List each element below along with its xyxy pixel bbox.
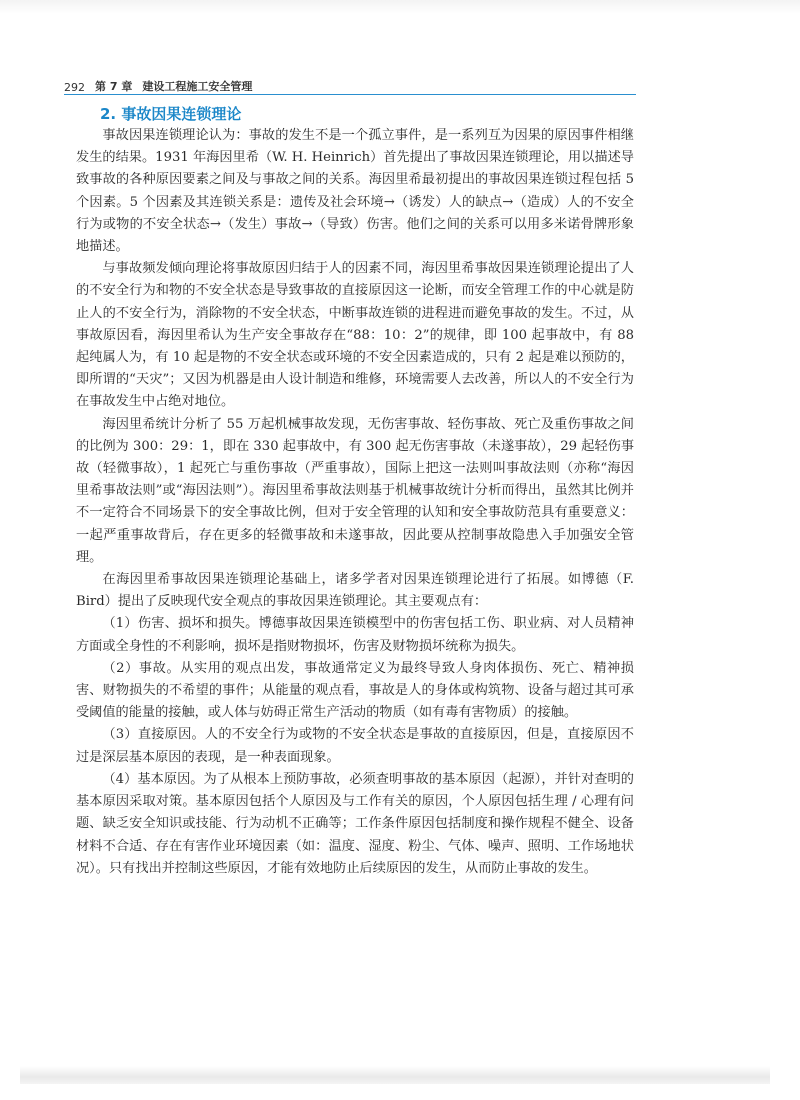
paragraph: （3）直接原因。人的不安全行为或物的不安全状态是事故的直接原因，但是，直接原因不过是深层基本原因的表现，是一种表面现象。 <box>76 727 634 765</box>
page-number: 292 <box>64 81 85 94</box>
paragraph: （4）基本原因。为了从根本上预防事故，必须查明事故的基本原因（起源），并针对查明的基本原因采取对策。基本原因包括个人原因及与工作有关的原因，个人原因包括生理 / 心理有问题、缺乏安全知识或技能、行为动机不正确等；工作条件原因包括制度和操作规程不健全、设备材料不合适、存在有害作业环境因素（如：温度、湿度、粉尘、气体、噪声、照明、工作场地状况）。只有找出并控制这些原因，才能有效地防止后续原因的发生，从而防止事故的发生。 <box>76 771 634 876</box>
running-header <box>64 72 632 94</box>
paragraph: 在海因里希事故因果连锁理论基础上，诸多学者对因果连锁理论进行了拓展。如博德（F. Bird）提出了反映现代安全观点的事故因果连锁理论。其主要观点有： <box>76 572 634 610</box>
section-heading: 2. 事故因果连锁理论 <box>100 105 242 123</box>
body-text <box>76 125 634 880</box>
scan-shadow-bottom <box>20 1066 770 1084</box>
header-divider <box>64 94 636 95</box>
scan-shadow-top <box>0 0 800 14</box>
paragraph: 事故因果连锁理论认为：事故的发生不是一个孤立事件，是一系列互为因果的原因事件相继发生的结果。1931 年海因里希（W. H. Heinrich）首先提出了事故因果连锁理论，用以描述导致事故的各种原因要素之间及与事故之间的关系。海因里希最初提出的事故因果连锁过程包括 5 个因素。5 个因素及其连锁关系是：遗传及社会环境→（诱发）人的缺点→（造成）人的不安全行为或物的不安全状态→（发生）事故→（导致）伤害。他们之间的关系可以用多米诺骨牌形象地描述。 <box>76 128 634 255</box>
paragraph: 与事故频发倾向理论将事故原因归结于人的因素不同，海因里希事故因果连锁理论提出了人的不安全行为和物的不安全状态是导致事故的直接原因这一论断，而安全管理工作的中心就是防止人的不安全行为，消除物的不安全状态，中断事故连锁的进程进而避免事故的发生。不过，从事故原因看，海因里希认为生产安全事故存在“88：10：2”的规律，即 100 起事故中，有 88 起纯属人为，有 10 起是物的不安全状态或环境的不安全因素造成的，只有 2 起是难以预防的，即所谓的“天灾”；又因为机器是由人设计制造和维修，环境需要人去改善，所以人的不安全行为在事故发生中占绝对地位。 <box>76 261 634 410</box>
chapter-label: 第 7 章 <box>95 80 133 93</box>
paragraph: 海因里希统计分析了 55 万起机械事故发现，无伤害事故、轻伤事故、死亡及重伤事故之间的比例为 300：29：1，即在 330 起事故中，有 300 起无伤害事故（未遂事故），29 起轻伤事故（轻微事故），1 起死亡与重伤事故（严重事故），国际上把这一法则叫事故法则（亦称“海因里希事故法则”或“海因法则”）。海因里希事故法则基于机械事故统计分析而得出，虽然其比例并不一定符合不同场景下的安全事故比例，但对于安全管理的认知和安全事故防范具有重要意义：一起严重事故背后，存在更多的轻微事故和未遂事故，因此要从控制事故隐患入手加强安全管理。 <box>76 416 635 565</box>
paragraph: （1）伤害、损坏和损失。博德事故因果连锁模型中的伤害包括工伤、职业病、对人员精神方面或全身性的不利影响，损坏是指财物损坏，伤害及财物损坏统称为损失。 <box>76 616 634 654</box>
chapter-title: 建设工程施工安全管理 <box>142 80 253 93</box>
paragraph: （2）事故。从实用的观点出发，事故通常定义为最终导致人身肉体损伤、死亡、精神损害、财物损失的不希望的事件；从能量的观点看，事故是人的身体或构筑物、设备与超过其可承受阈值的能量的接触，或人体与妨碍正常生产活动的物质（如有毒有害物质）的接触。 <box>76 660 634 721</box>
